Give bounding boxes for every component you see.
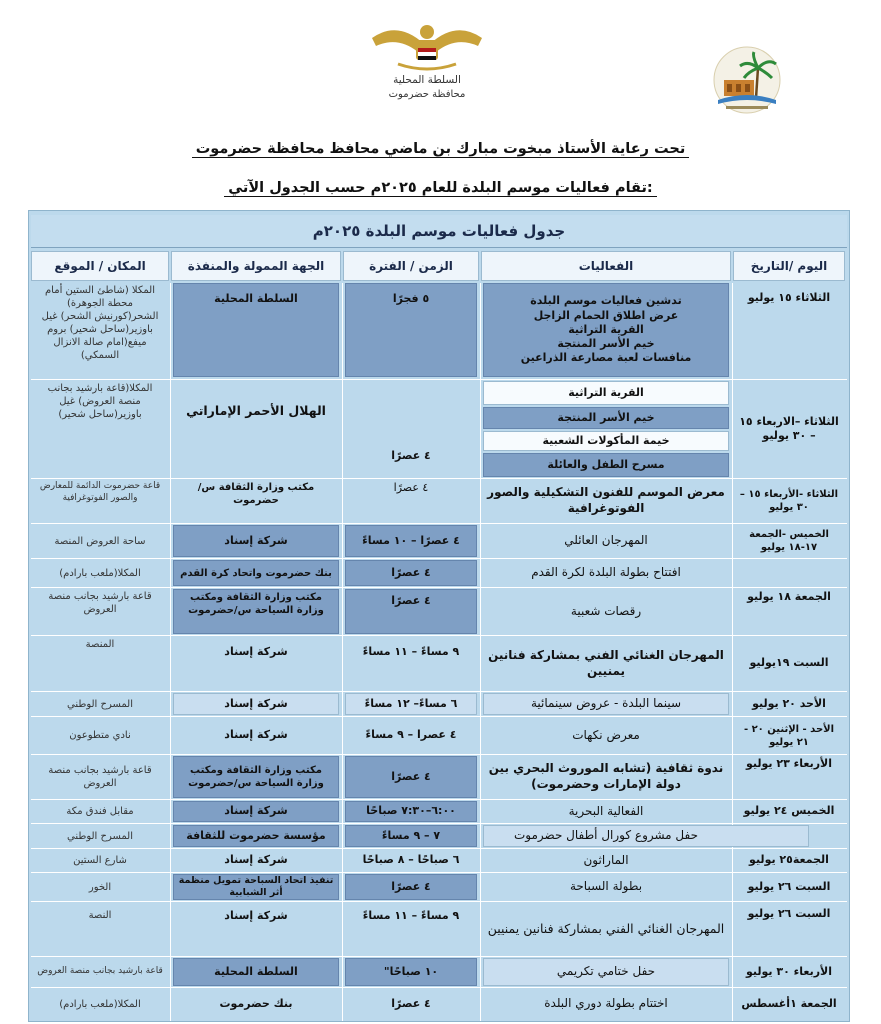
row-location: المسرح الوطني <box>67 698 133 710</box>
row-day: الجمعة ١٨ يوليو <box>747 589 831 603</box>
activity-item: القرية التراثية <box>568 322 644 336</box>
activity-item: القرية التراثية <box>483 381 729 405</box>
row-day: الجمعة ١أغسطس <box>741 996 837 1010</box>
row-organizer: مكتب وزارة الثقافة س/ حضرموت <box>197 482 315 506</box>
row-day: السبت ١٩يوليو <box>749 656 829 670</box>
intro-line: تقام فعاليات موسم البلدة للعام ٢٠٢٥م حسب الجدول الآتي: <box>0 180 881 196</box>
row-activity: حفل ختامي تكريمي <box>483 958 729 986</box>
row-location: المكلا (شاطئ الستين أمام محطة الجوهرة) الشحر(كورنيش الشحر) غيل باوزير(ساحل شحير) بروم ميفع(امام صالة الانزال السمكي) <box>41 285 159 361</box>
row-activity: سينما البلدة - عروض سينمائية <box>483 693 729 715</box>
row-organizer: شركة إسناد <box>224 728 288 742</box>
row-location: مقابل فندق مكة <box>66 806 134 817</box>
row-time: ٤ عصرًا <box>391 448 431 462</box>
row-day: الأحد ٢٠ يوليو <box>752 696 826 710</box>
row-time: ٧ – ٩ مساءً <box>345 825 477 847</box>
activity-item: منافسات لعبة مصارعة الذراعين <box>520 351 692 365</box>
row-time: ٦ مساءً– ١٢ مساءً <box>345 693 477 715</box>
row-time: ٤ عصرًا <box>393 481 429 494</box>
row-location: المكلا(ملعب بارادم) <box>59 998 141 1010</box>
row-activity: معرض نكهات <box>572 727 640 742</box>
row-organizer: شركة إسناد <box>173 801 339 822</box>
row-location: نادي متطوعون <box>69 730 131 741</box>
row-day: الثلاثاء -الأربعاء ١٥ – ٣٠ يوليو <box>739 489 839 513</box>
row-day: الثلاثاء ١٥ يوليو <box>747 290 831 304</box>
row-organizer: شركة إسناد <box>173 525 339 557</box>
row-time: ٦ صباحًا – ٨ صباحًا <box>362 853 460 867</box>
row-day: الأربعاء ٣٠ يوليو <box>745 964 833 978</box>
row-location: قاعة بارشيد بجانب منصة العروض <box>37 966 163 977</box>
row-activities <box>483 283 729 377</box>
row-organizer: شركة إسناد <box>224 909 288 922</box>
header-organizer: الجهة الممولة والمنفذة <box>171 251 341 281</box>
row-time: ٤ عصرًا <box>345 589 477 634</box>
row-time: ٤ عصرًا <box>345 560 477 586</box>
governorate-name: محافظة حضرموت <box>388 89 466 100</box>
row-activity: المهرجان الغنائي الفني بمشاركة فنانين يمنيين <box>487 920 725 936</box>
row-time: ٩ مساءً – ١١ مساءً <box>362 909 460 922</box>
row-activity: المهرجان الغنائي الفني بمشاركة فنانين يمنيين <box>488 647 724 678</box>
row-location: قاعة حضرموت الدائمة للمعارض والصور الفوتوغرافية <box>39 481 161 503</box>
row-time: ٤ عصرًا <box>345 756 477 798</box>
palm-tree-logo <box>710 46 784 118</box>
header-time: الزمن / الفترة <box>343 251 479 281</box>
row-organizer: السلطة المحلية <box>173 283 339 377</box>
row-organizer: بنك حضرموت واتحاد كرة القدم <box>173 560 339 586</box>
row-organizer: مؤسسة حضرموت للثقافة <box>173 825 339 847</box>
row-organizer: شركة إسناد <box>224 645 288 658</box>
row-activity: رقصات شعبية <box>570 603 642 618</box>
row-activity: المهرجان العائلي <box>564 533 648 548</box>
row-location: شارع الستين <box>73 855 127 866</box>
row-day: الخميس -الجمعة ١٧-١٨ يوليو <box>749 529 829 553</box>
activity-item: عرض اطلاق الحمام الزاجل <box>533 308 679 322</box>
row-organizer: السلطة المحلية <box>173 958 339 986</box>
row-time: ١٠ صباحًا" <box>345 958 477 986</box>
row-activity: معرض الموسم للفنون التشكيلية والصور الفوتوغرافية <box>487 485 725 515</box>
row-day: الأربعاء ٢٣ يوليو <box>745 757 833 770</box>
row-activity: اختتام بطولة دوري البلدة <box>544 996 668 1011</box>
activity-item: خيم الأسر المنتجة <box>557 337 655 351</box>
row-organizer: بنك حضرموت <box>219 996 293 1010</box>
row-time: ٤ عصرا – ٩ مساءً <box>365 728 457 742</box>
row-location: النصة <box>88 910 112 921</box>
row-organizer: تنفيذ اتحاد السباحة تمويل منظمة أثر الشبابية <box>173 874 339 900</box>
row-organizer: مكتب وزارة الثقافة ومكتب وزارة السياحة س/حضرموت <box>173 756 339 798</box>
row-activity: بطولة السباحة <box>569 879 643 894</box>
row-location: المسرح الوطني <box>67 830 133 842</box>
authority-name: السلطة المحلية <box>393 74 461 86</box>
row-day: الأحد - الإثنين ٢٠ - ٢١ يوليو <box>743 723 835 748</box>
row-time: ٤ عصرًا <box>391 996 431 1010</box>
row-location: قاعة بارشيد بجانب منصة العروض <box>48 765 152 789</box>
row-organizer: الهلال الأحمر الإماراتي <box>186 402 326 418</box>
row-time: ٥ فجرًا <box>345 283 477 377</box>
row-day: السبت ٢٦ يوليو <box>747 879 831 893</box>
schedule-table <box>28 210 850 1022</box>
row-activity: الماراثون <box>583 852 629 867</box>
schedule-title: جدول فعاليات موسم البلدة ٢٠٢٥م <box>31 215 847 248</box>
row-location: المنصة <box>85 639 115 650</box>
activity-item: خيمة المأكولات الشعبية <box>483 431 729 451</box>
header-day: اليوم /التاريخ <box>733 251 845 281</box>
header-location: المكان / الموقع <box>31 251 169 281</box>
row-day: الثلاثاء –الاربعاء ١٥ – ٣٠ يوليو <box>739 414 839 442</box>
row-activity: ندوة ثقافية (تشابه الموروث البحري بين دولة الإمارات وحضرموت) <box>488 761 724 791</box>
row-organizer: شركة إسناد <box>173 693 339 715</box>
row-organizer: شركة إسناد <box>224 853 288 867</box>
row-day: الجمعة٢٥ يوليو <box>749 853 829 867</box>
row-organizer: مكتب وزارة الثقافة ومكتب وزارة السياحة س/حضرموت <box>173 589 339 634</box>
activity-item: مسرح الطفل والعائلة <box>483 453 729 477</box>
header-activities: الفعاليات <box>481 251 731 281</box>
row-location: قاعة بارشيد بجانب منصة العروض <box>48 591 152 615</box>
row-activity: حفل مشروع كورال أطفال حضرموت <box>483 825 809 847</box>
row-time: ٤ عصرًا – ١٠ مساءً <box>345 525 477 557</box>
row-time: ٦:٠٠–٧:٣٠ صباحًا <box>345 801 477 822</box>
row-location: المكلا(ملعب بارادم) <box>59 567 141 579</box>
row-day: الخميس ٢٤ يوليو <box>743 804 835 818</box>
row-location: ساحة العروض المنصة <box>54 535 146 547</box>
row-activity: افتتاح بطولة البلدة لكرة القدم <box>531 565 681 580</box>
patron-line: تحت رعاية الأستاذ مبخوت مبارك بن ماضي محافظ محافظة حضرموت <box>0 141 881 157</box>
row-location: الخور <box>88 881 112 893</box>
row-day: السبت ٢٦ يوليو <box>747 907 831 920</box>
yemen-emblem-logo <box>368 18 486 72</box>
row-time: ٩ مساءً – ١١ مساءً <box>362 645 460 658</box>
activity-item: تدشين فعاليات موسم البلدة <box>530 294 682 308</box>
row-activity: الفعالية البحرية <box>568 803 644 818</box>
row-time: ٤ عصرًا <box>345 874 477 900</box>
row-location: المكلا(قاعة بارشيد بجانب منصة العروض) غيل باوزير(ساحل شحير) <box>47 383 153 420</box>
activity-item: خيم الأسر المنتجة <box>483 407 729 429</box>
